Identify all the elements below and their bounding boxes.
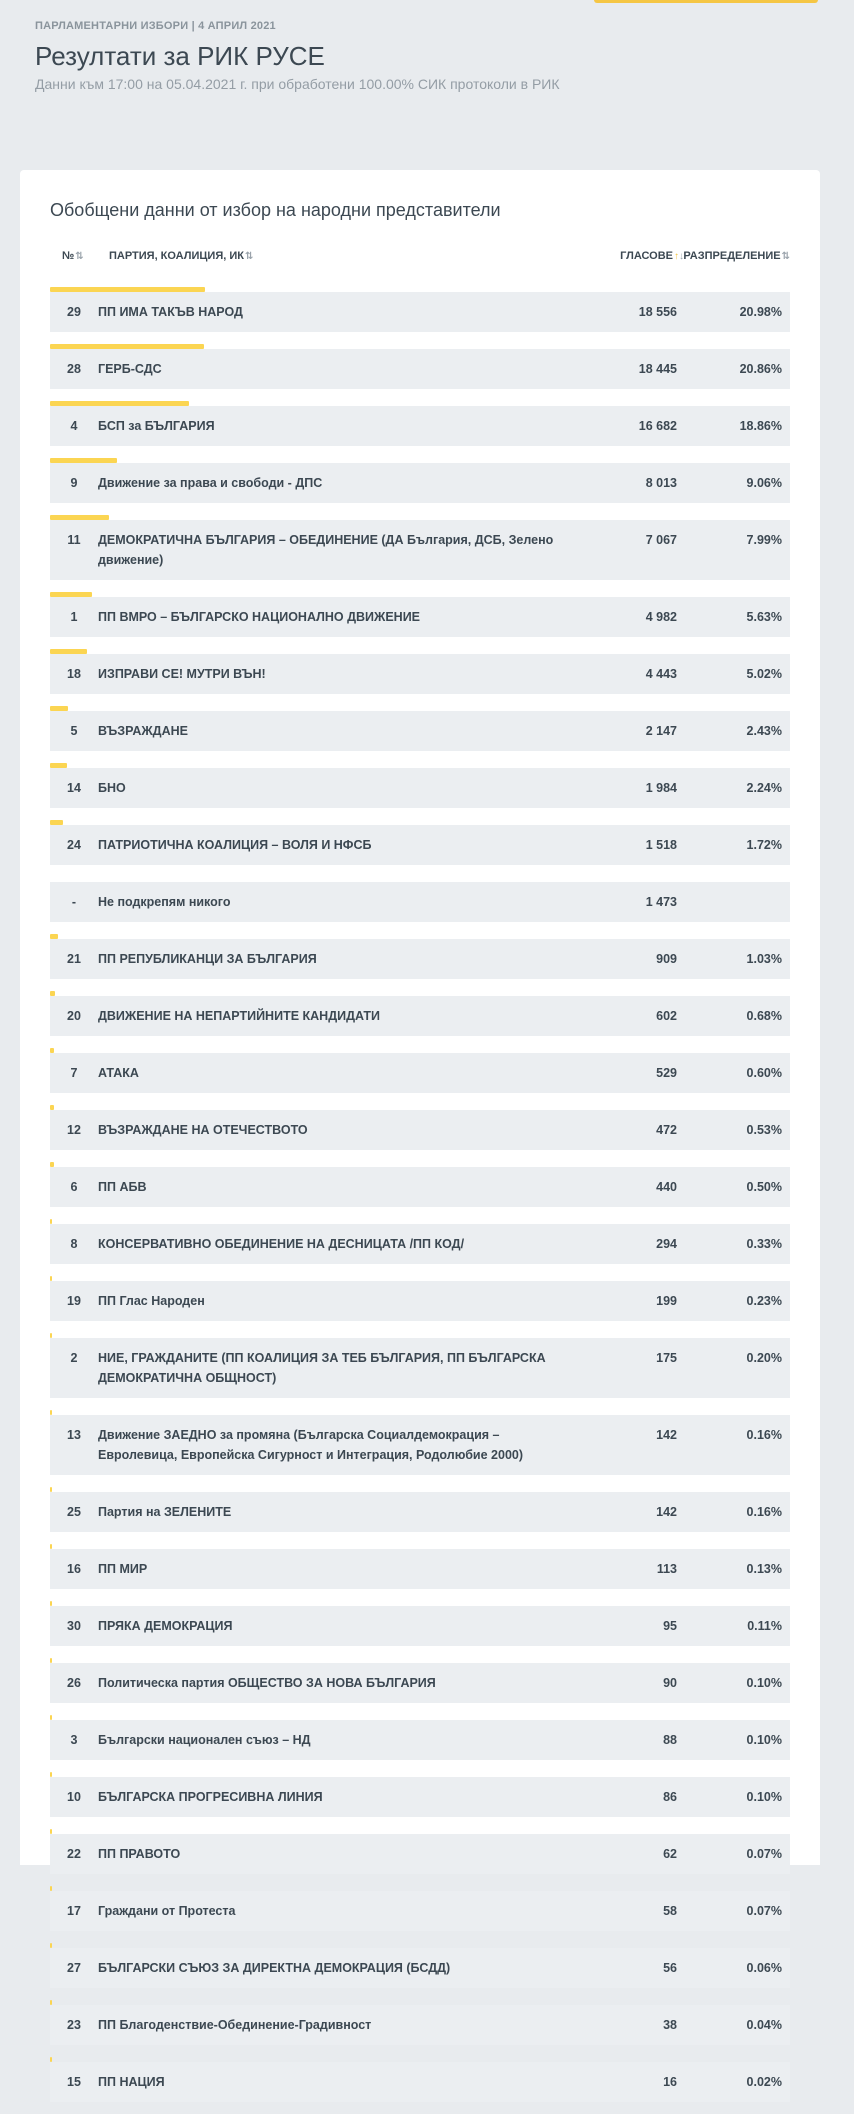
row-cells bbox=[50, 406, 790, 446]
vote-share: 0.20% bbox=[746, 1351, 782, 1365]
party-name: Движение за права и свободи - ДПС bbox=[98, 476, 323, 490]
vote-share: 0.53% bbox=[746, 1123, 782, 1137]
ballot-number: 19 bbox=[67, 1294, 81, 1308]
ballot-number: 11 bbox=[67, 533, 81, 547]
party-name: ДЕМОКРАТИЧНА БЪЛГАРИЯ – ОБЕДИНЕНИЕ (ДА България, ДСБ, Зелено движение) bbox=[98, 533, 554, 567]
party-name: АТАКА bbox=[98, 1066, 139, 1080]
ballot-number: 25 bbox=[67, 1505, 81, 1519]
row-cells bbox=[50, 463, 790, 503]
party-name: ВЪЗРАЖДАНЕ bbox=[98, 724, 188, 738]
ballot-number: 18 bbox=[67, 667, 81, 681]
vote-share: 0.07% bbox=[746, 1904, 782, 1918]
votes-count: 142 bbox=[656, 1505, 677, 1519]
vote-share: 0.23% bbox=[746, 1294, 782, 1308]
ballot-number: 6 bbox=[70, 1180, 78, 1194]
party-name: ПП РЕПУБЛИКАНЦИ ЗА БЪЛГАРИЯ bbox=[98, 952, 317, 966]
vote-share: 0.13% bbox=[746, 1562, 782, 1576]
table-row[interactable] bbox=[50, 2057, 790, 2102]
vote-share: 0.02% bbox=[746, 2075, 782, 2089]
votes-count: 88 bbox=[663, 1733, 677, 1747]
row-cells bbox=[50, 1415, 790, 1475]
table-row[interactable] bbox=[50, 1487, 790, 1532]
results-card bbox=[20, 170, 820, 2089]
column-header-share[interactable] bbox=[683, 250, 790, 262]
table-row[interactable] bbox=[50, 820, 790, 865]
votes-count: 294 bbox=[656, 1237, 677, 1251]
party-name: БЪЛГАРСКИ СЪЮЗ ЗА ДИРЕКТНА ДЕМОКРАЦИЯ (БСДД) bbox=[98, 1961, 451, 1975]
row-cells bbox=[50, 768, 790, 808]
page-title: Резултати за РИК РУСЕ bbox=[35, 41, 325, 71]
row-cells bbox=[50, 349, 790, 389]
row-cells bbox=[50, 1338, 790, 1398]
ballot-number: 9 bbox=[70, 476, 78, 490]
table-row[interactable] bbox=[50, 1219, 790, 1264]
ballot-number: 21 bbox=[67, 952, 81, 966]
row-cells bbox=[50, 520, 790, 580]
sort-icon: ⇅ bbox=[244, 251, 254, 262]
row-cells bbox=[50, 2005, 790, 2045]
row-cells bbox=[50, 825, 790, 865]
ballot-number: 16 bbox=[67, 1562, 81, 1576]
votes-count: 58 bbox=[663, 1904, 677, 1918]
votes-count: 4 443 bbox=[645, 667, 677, 681]
votes-count: 18 556 bbox=[638, 305, 677, 319]
sort-icon: ⇅ bbox=[75, 251, 84, 262]
row-cells bbox=[50, 1720, 790, 1760]
row-cells bbox=[50, 1891, 790, 1931]
data-timestamp: Данни към 17:00 на 05.04.2021 г. при обработени 100.00% СИК протоколи в РИК bbox=[35, 76, 560, 92]
party-name: БНО bbox=[98, 781, 126, 795]
row-cells bbox=[50, 292, 790, 332]
votes-count: 1 518 bbox=[645, 838, 677, 852]
votes-count: 86 bbox=[663, 1790, 677, 1804]
party-name: ИЗПРАВИ СЕ! МУТРИ ВЪН! bbox=[98, 667, 266, 681]
ballot-number: 3 bbox=[70, 1733, 78, 1747]
results-table-body bbox=[50, 287, 790, 2114]
table-row[interactable] bbox=[50, 1772, 790, 1817]
ballot-number: 26 bbox=[67, 1676, 81, 1690]
votes-count: 472 bbox=[656, 1123, 677, 1137]
votes-count: 18 445 bbox=[638, 362, 677, 376]
party-name: ДВИЖЕНИЕ НА НЕПАРТИЙНИТЕ КАНДИДАТИ bbox=[98, 1009, 381, 1023]
row-cells bbox=[50, 1948, 790, 1988]
table-row[interactable] bbox=[50, 1544, 790, 1589]
table-row[interactable] bbox=[50, 1048, 790, 1093]
votes-count: 1 473 bbox=[645, 895, 677, 909]
vote-share: 0.11% bbox=[747, 1619, 782, 1633]
table-row[interactable] bbox=[50, 991, 790, 1036]
ballot-number: 13 bbox=[67, 1428, 81, 1442]
votes-count: 16 bbox=[663, 2075, 677, 2089]
column-header-share-label: РАЗПРЕДЕЛЕНИЕ bbox=[683, 250, 781, 262]
votes-count: 90 bbox=[663, 1676, 677, 1690]
votes-count: 62 bbox=[663, 1847, 677, 1861]
vote-share: 0.06% bbox=[746, 1961, 782, 1975]
ballot-number: 8 bbox=[70, 1237, 78, 1251]
table-row[interactable] bbox=[50, 1105, 790, 1150]
column-header-votes-label: ГЛАСОВЕ bbox=[620, 250, 673, 262]
votes-count: 440 bbox=[656, 1180, 677, 1194]
votes-count: 602 bbox=[656, 1009, 677, 1023]
party-name: ПП НАЦИЯ bbox=[98, 2075, 165, 2089]
column-header-number-label: № bbox=[62, 250, 75, 262]
table-row[interactable] bbox=[50, 401, 790, 446]
sort-desc-active-icon: ↑↓ bbox=[674, 251, 684, 262]
ballot-number: 4 bbox=[70, 419, 78, 433]
row-cells bbox=[50, 654, 790, 694]
ballot-number: 22 bbox=[67, 1847, 81, 1861]
votes-count: 1 984 bbox=[645, 781, 677, 795]
vote-share: 20.98% bbox=[739, 305, 782, 319]
ballot-number: 20 bbox=[67, 1009, 81, 1023]
ballot-number: 17 bbox=[67, 1904, 81, 1918]
votes-count: 113 bbox=[656, 1562, 677, 1576]
party-name: ПП ВМРО – БЪЛГАРСКО НАЦИОНАЛНО ДВИЖЕНИЕ bbox=[98, 610, 421, 624]
ballot-number: 30 bbox=[67, 1619, 81, 1633]
table-row[interactable] bbox=[50, 649, 790, 694]
votes-count: 175 bbox=[656, 1351, 677, 1365]
vote-share: 2.24% bbox=[746, 781, 782, 795]
row-cells bbox=[50, 1492, 790, 1532]
election-label: ПАРЛАМЕНТАРНИ ИЗБОРИ | 4 АПРИЛ 2021 bbox=[35, 20, 276, 32]
vote-share: 0.10% bbox=[746, 1790, 782, 1804]
votes-count: 8 013 bbox=[645, 476, 677, 490]
row-cells bbox=[50, 711, 790, 751]
vote-share: 0.50% bbox=[746, 1180, 782, 1194]
party-name: ВЪЗРАЖДАНЕ НА ОТЕЧЕСТВОТО bbox=[98, 1123, 308, 1137]
table-row[interactable] bbox=[50, 934, 790, 979]
ballot-number: 23 bbox=[67, 2018, 81, 2032]
table-row[interactable] bbox=[50, 763, 790, 808]
vote-share: 5.63% bbox=[746, 610, 782, 624]
table-row[interactable] bbox=[50, 1333, 790, 1398]
row-cells bbox=[50, 1777, 790, 1817]
row-cells bbox=[50, 1224, 790, 1264]
table-row[interactable] bbox=[50, 706, 790, 751]
row-cells bbox=[50, 1281, 790, 1321]
page-header bbox=[35, 20, 815, 92]
votes-count: 7 067 bbox=[645, 533, 677, 547]
table-header bbox=[50, 250, 790, 266]
vote-share: 2.43% bbox=[746, 724, 782, 738]
ballot-number: 5 bbox=[70, 724, 78, 738]
ballot-number: 7 bbox=[70, 1066, 78, 1080]
vote-share: 0.68% bbox=[746, 1009, 782, 1023]
row-cells bbox=[50, 1167, 790, 1207]
votes-count: 529 bbox=[656, 1066, 677, 1080]
table-row[interactable] bbox=[50, 1410, 790, 1475]
ballot-number: 28 bbox=[67, 362, 81, 376]
party-name: ПП ИМА ТАКЪВ НАРОД bbox=[98, 305, 243, 319]
party-name: ПП ПРАВОТО bbox=[98, 1847, 181, 1861]
party-name: Партия на ЗЕЛЕНИТЕ bbox=[98, 1505, 232, 1519]
row-cells bbox=[50, 2062, 790, 2102]
party-name: Не подкрепям никого bbox=[98, 895, 231, 909]
table-row[interactable] bbox=[50, 1943, 790, 1988]
table-row[interactable] bbox=[50, 877, 790, 922]
vote-share: 0.10% bbox=[746, 1676, 782, 1690]
vote-share: 5.02% bbox=[746, 667, 782, 681]
vote-share: 0.10% bbox=[746, 1733, 782, 1747]
table-row[interactable] bbox=[50, 344, 790, 389]
vote-share: 18.86% bbox=[739, 419, 782, 433]
column-header-party[interactable] bbox=[109, 250, 253, 262]
vote-share: 0.16% bbox=[746, 1428, 782, 1442]
party-name: Граждани от Протеста bbox=[98, 1904, 236, 1918]
votes-count: 2 147 bbox=[645, 724, 677, 738]
row-cells bbox=[50, 996, 790, 1036]
table-row[interactable] bbox=[50, 592, 790, 637]
party-name: БЪЛГАРСКА ПРОГРЕСИВНА ЛИНИЯ bbox=[98, 1790, 323, 1804]
vote-share: 0.60% bbox=[746, 1066, 782, 1080]
party-name: ПРЯКА ДЕМОКРАЦИЯ bbox=[98, 1619, 233, 1633]
votes-count: 142 bbox=[656, 1428, 677, 1442]
table-row[interactable] bbox=[50, 458, 790, 503]
party-name: ПП Глас Народен bbox=[98, 1294, 205, 1308]
ballot-number: 1 bbox=[70, 610, 78, 624]
vote-share: 7.99% bbox=[746, 533, 782, 547]
votes-count: 56 bbox=[663, 1961, 677, 1975]
vote-share: 1.72% bbox=[746, 838, 782, 852]
party-name: Български национален съюз – НД bbox=[98, 1733, 311, 1747]
votes-count: 38 bbox=[663, 2018, 677, 2032]
vote-share: 0.07% bbox=[746, 1847, 782, 1861]
party-name: Политическа партия ОБЩЕСТВО ЗА НОВА БЪЛГАРИЯ bbox=[98, 1676, 436, 1690]
party-name: ПП МИР bbox=[98, 1562, 148, 1576]
party-name: БСП за БЪЛГАРИЯ bbox=[98, 419, 215, 433]
votes-count: 199 bbox=[656, 1294, 677, 1308]
table-row[interactable] bbox=[50, 1886, 790, 1931]
table-row[interactable] bbox=[50, 1162, 790, 1207]
row-cells bbox=[50, 882, 790, 922]
votes-count: 95 bbox=[663, 1619, 677, 1633]
column-header-votes[interactable] bbox=[620, 250, 684, 262]
ballot-number: 29 bbox=[67, 305, 81, 319]
party-name: ПП Благоденствие-Обединение-Градивност bbox=[98, 2018, 372, 2032]
table-row[interactable] bbox=[50, 515, 790, 580]
vote-share: 0.16% bbox=[746, 1505, 782, 1519]
row-cells bbox=[50, 939, 790, 979]
votes-count: 4 982 bbox=[645, 610, 677, 624]
table-row[interactable] bbox=[50, 1829, 790, 1874]
party-name: Движение ЗАЕДНО за промяна (Българска Социалдемокрация – Евролевица, Европейска Сигурност и Интеграция, Родолюбие 2000) bbox=[98, 1428, 524, 1462]
row-cells bbox=[50, 1053, 790, 1093]
vote-share: 20.86% bbox=[739, 362, 782, 376]
votes-count: 16 682 bbox=[638, 419, 677, 433]
column-header-party-label: ПАРТИЯ, КОАЛИЦИЯ, ИК bbox=[109, 250, 244, 262]
party-name: НИЕ, ГРАЖДАНИТЕ (ПП КОАЛИЦИЯ ЗА ТЕБ БЪЛГАРИЯ, ПП БЪЛГАРСКА ДЕМОКРАТИЧНА ОБЩНОСТ) bbox=[98, 1351, 546, 1385]
sort-icon: ⇅ bbox=[781, 251, 790, 262]
card-title: Обобщени данни от избор на народни представители bbox=[50, 200, 501, 220]
vote-share: 9.06% bbox=[746, 476, 782, 490]
row-cells bbox=[50, 1606, 790, 1646]
table-row[interactable] bbox=[50, 1715, 790, 1760]
ballot-number: 12 bbox=[67, 1123, 81, 1137]
table-row[interactable] bbox=[50, 287, 790, 332]
table-row[interactable] bbox=[50, 1658, 790, 1703]
row-cells bbox=[50, 597, 790, 637]
column-header-number[interactable] bbox=[62, 250, 84, 262]
party-name: ПП АБВ bbox=[98, 1180, 147, 1194]
table-row[interactable] bbox=[50, 2000, 790, 2045]
ballot-number: 14 bbox=[67, 781, 81, 795]
row-cells bbox=[50, 1663, 790, 1703]
ballot-number: 27 bbox=[67, 1961, 81, 1975]
row-cells bbox=[50, 1549, 790, 1589]
ballot-number: 10 bbox=[67, 1790, 81, 1804]
ballot-number: 24 bbox=[67, 838, 81, 852]
vote-share: 0.33% bbox=[746, 1237, 782, 1251]
table-row[interactable] bbox=[50, 1601, 790, 1646]
row-cells bbox=[50, 1834, 790, 1874]
ballot-number: - bbox=[71, 895, 77, 909]
party-name: КОНСЕРВАТИВНО ОБЕДИНЕНИЕ НА ДЕСНИЦАТА /ПП КОД/ bbox=[98, 1237, 465, 1251]
table-row[interactable] bbox=[50, 1276, 790, 1321]
party-name: ГЕРБ-СДС bbox=[98, 362, 162, 376]
row-cells bbox=[50, 1110, 790, 1150]
vote-share: 1.03% bbox=[746, 952, 782, 966]
top-accent-bar bbox=[594, 0, 818, 3]
votes-count: 909 bbox=[656, 952, 677, 966]
ballot-number: 2 bbox=[70, 1351, 78, 1365]
vote-share: 0.04% bbox=[746, 2018, 782, 2032]
party-name: ПАТРИОТИЧНА КОАЛИЦИЯ – ВОЛЯ И НФСБ bbox=[98, 838, 372, 852]
ballot-number: 15 bbox=[67, 2075, 81, 2089]
